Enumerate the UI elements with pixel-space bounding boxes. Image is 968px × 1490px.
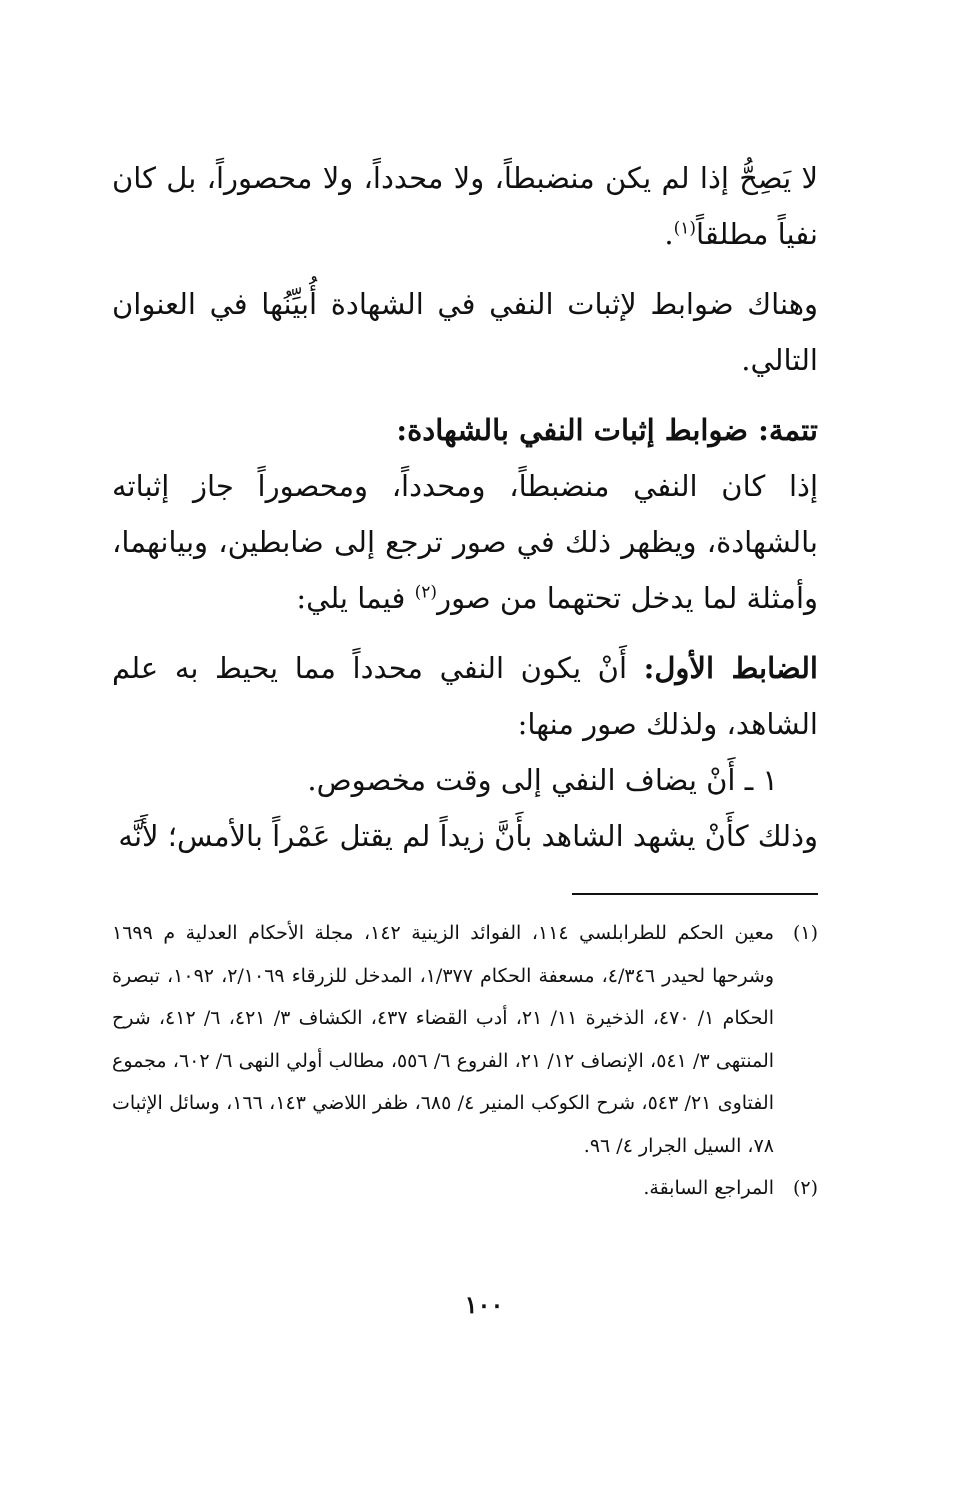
paragraph-3 xyxy=(112,458,818,626)
footnote-1 xyxy=(112,912,818,1167)
footnote-ref-2[interactable]: (٢) xyxy=(414,582,438,603)
paragraph-4-text: أَنْ يكون النفي محدداً مما يحيط به علم الشاهد، ولذلك صور منها: xyxy=(112,651,818,741)
paragraph-6: وذلك كأَنْ يشهد الشاهد بأَنَّ زيداً لم يقتل عَمْراً بالأمس؛ لأَنَّه xyxy=(118,819,818,853)
paragraph-1-end: . xyxy=(664,217,674,251)
section-heading: تتمة: ضوابط إثبات النفي بالشهادة: xyxy=(396,413,818,447)
paragraph-3-end: فيما يلي: xyxy=(296,581,415,615)
footnotes xyxy=(112,912,818,1210)
paragraph-2: وهناك ضوابط لإثبات النفي في الشهادة أُبيِّنُها في العنوان التالي. xyxy=(112,287,818,377)
list-item-1: ١ ـ أَنْ يضاف النفي إلى وقت مخصوص. xyxy=(307,763,778,797)
page-number: ١٠٠ xyxy=(464,1290,504,1319)
rule-one-label: الضابط الأول: xyxy=(643,651,818,685)
paragraph-4 xyxy=(112,640,818,752)
paragraph-1 xyxy=(112,150,818,262)
paragraph-1-text: لا يَصِحُّ إذا لم يكن منضبطاً، ولا محدداً، ولا محصوراً، بل كان نفياً مطلقاً xyxy=(112,161,818,251)
footnote-2-number: (٢) xyxy=(792,1177,818,1199)
footnote-1-number: (١) xyxy=(792,922,818,944)
footnote-ref-1[interactable]: (١) xyxy=(673,218,697,239)
footnote-2 xyxy=(112,1167,818,1210)
main-text xyxy=(112,150,818,864)
paragraph-3-text: إذا كان النفي منضبطاً، ومحدداً، ومحصوراً جاز إثباته بالشهادة، ويظهر ذلك في صور ترجع إلى ضابطين، وبيانهما، وأمثلة لما يدخل تحتهما من صور xyxy=(112,469,818,615)
footnote-2-text: المراجع السابقة. xyxy=(643,1177,774,1199)
footnote-1-text: معين الحكم للطرابلسي ١١٤، الفوائد الزينية ١٤٢، مجلة الأحكام العدلية م ١٦٩٩ وشرحها لحيدر ٤/٣٤٦، مسعفة الحكام ١/٣٧٧، المدخل للزرقاء ٢/١٠٦٩، ١٠٩٢، تبصرة الحكام ١/ ٤٧٠، الذخيرة ١١/ ٢١، أدب القضاء ٤٣٧، الكشاف ٣/ ٤٢١، ٦/ ٤١٢، شرح المنتهى ٣/ ٥٤١، الإنصاف ١٢/ ٢١، الفروع ٦/ ٥٥٦، مطالب أولي النهى ٦/ ٦٠٢، مجموع الفتاوى ٢١/ ٥٤٣، شرح الكوكب المنير ٤/ ٦٨٥، ظفر اللاضي ١٤٣، ١٦٦، وسائل الإثبات ٧٨، السيل الجرار ٤/ ٩٦. xyxy=(112,922,775,1157)
footnote-separator xyxy=(572,893,818,895)
